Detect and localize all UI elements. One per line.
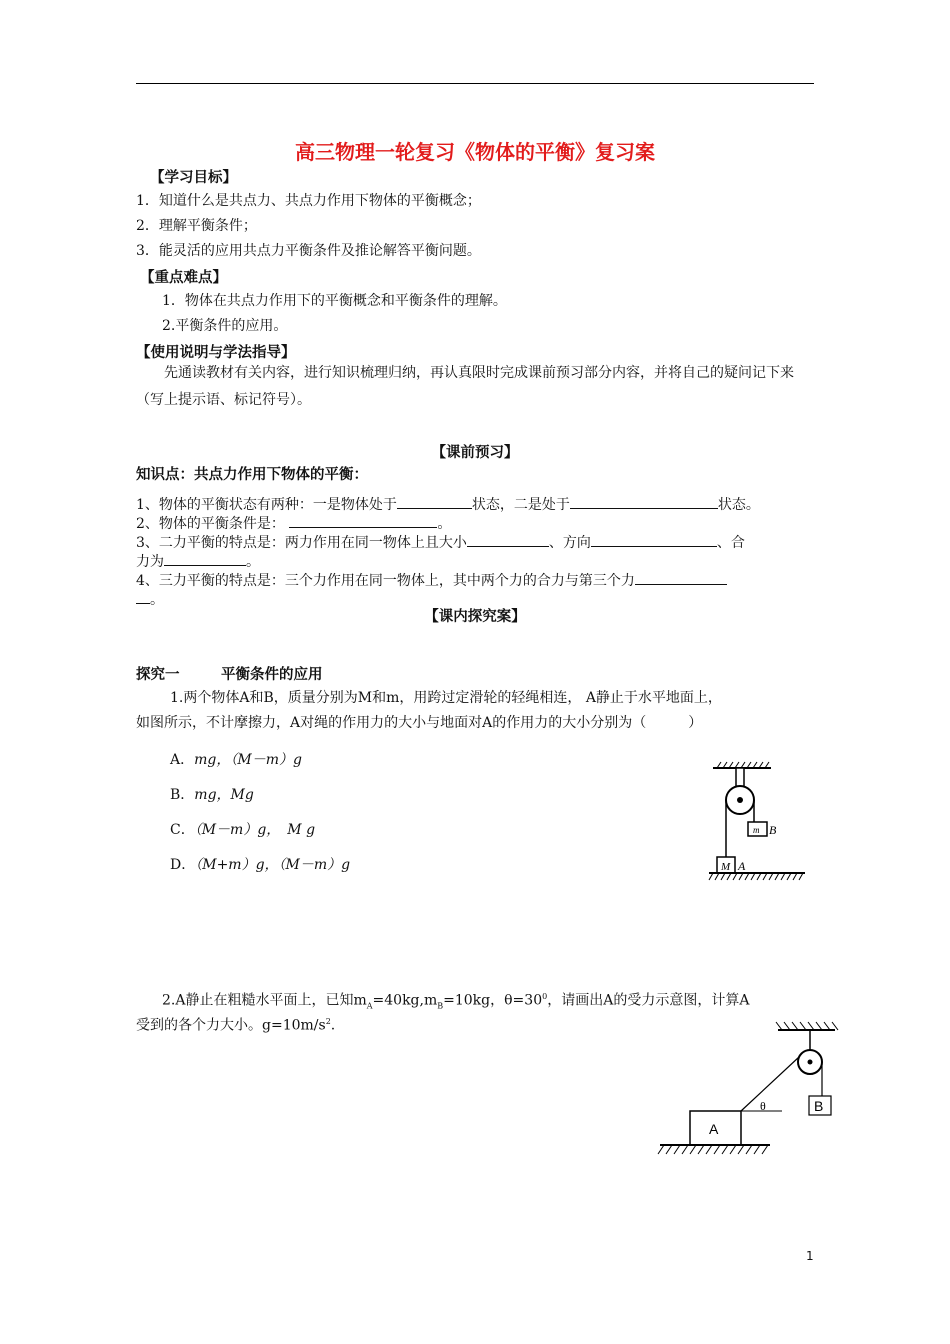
preview-question-4-cont: 。 — [136, 589, 164, 609]
answer-blank[interactable] — [136, 589, 150, 604]
instructions-heading: 【使用说明与学法指导】 — [136, 345, 296, 361]
section-title: 平衡条件的应用 — [221, 667, 323, 683]
question-2-line-1: 2.A静止在粗糙水平面上，已知$m_A=40kg,m_B=10kg$，$\theta=30^0$，请画出A的受力示意图，计算A — [162, 992, 750, 1011]
preview-question-3-cont: 力为 。 — [136, 551, 260, 571]
preview-question-3: 3、二力平衡的特点是：两力作用在同一物体上且大小 、方向 、合 — [136, 532, 745, 552]
option-a[interactable]: A．mg，（M－m）g — [170, 752, 302, 768]
question-2-line-2: 受到的各个力大小。$g=10m/s^2$. — [136, 1017, 336, 1034]
fig1-label-B: B — [769, 823, 777, 837]
answer-blank[interactable] — [289, 513, 437, 528]
option-c[interactable]: C．（M－m）g， M g — [170, 822, 316, 838]
section-label: 探究一 — [136, 667, 180, 683]
fig2-label-B: B — [814, 1098, 824, 1114]
fig2-label-A: A — [709, 1121, 719, 1137]
preview-question-4: 4、三力平衡的特点是：三个力作用在同一物体上，其中两个力的合力与第三个力 — [136, 570, 727, 590]
header-rule — [136, 83, 814, 84]
pulley-figure-2 — [650, 1020, 840, 1165]
pulley-figure-1 — [705, 762, 815, 887]
fig2-label-theta: θ — [760, 1099, 766, 1113]
answer-blank[interactable] — [591, 532, 717, 547]
answer-blank[interactable] — [467, 532, 549, 547]
key-points-heading: 【重点难点】 — [140, 270, 227, 286]
objective-item: 1．知道什么是共点力、共点力作用下物体的平衡概念； — [136, 193, 481, 209]
objectives-heading: 【学习目标】 — [150, 170, 237, 186]
fig1-label-M: M — [721, 861, 731, 873]
key-point-item: 1．物体在共点力作用下的平衡概念和平衡条件的理解。 — [162, 293, 507, 309]
question-1-line-1: 1.两个物体A和B，质量分别为M和m，用跨过定滑轮的轻绳相连， A静止于水平地面上， — [170, 690, 722, 706]
knowledge-heading: 知识点：共点力作用下物体的平衡： — [136, 467, 368, 483]
answer-blank[interactable] — [635, 570, 727, 585]
preview-question-2: 2、物体的平衡条件是： 。 — [136, 513, 451, 533]
answer-blank[interactable] — [164, 551, 246, 566]
option-b[interactable]: B．mg，Mg — [170, 787, 254, 803]
page-title: 高三物理一轮复习《物体的平衡》复习案 — [295, 140, 655, 164]
fig1-label-m: m — [753, 825, 760, 835]
instructions-text: 先通读教材有关内容，进行知识梳理归纳，再认真限时完成课前预习部分内容，并将自己的疑问记下来（写上提示语、标记符号）。 — [136, 365, 794, 408]
option-d[interactable]: D．（M+m）g，（M－m）g — [170, 857, 351, 873]
objective-item: 2．理解平衡条件； — [136, 218, 257, 234]
fig1-label-A: A — [738, 859, 746, 873]
key-point-item: 2.平衡条件的应用。 — [162, 318, 288, 334]
preview-heading: 【课前预习】 — [431, 445, 519, 461]
page-number: 1 — [806, 1249, 814, 1263]
preview-question-1: 1、物体的平衡状态有两种：一是物体处于 状态，二是处于 状态。 — [136, 494, 760, 514]
question-1-line-2: 如图所示，不计摩擦力，A对绳的作用力的大小与地面对A的作用力的大小分别为（ ） — [136, 715, 703, 731]
objective-item: 3．能灵活的应用共点力平衡条件及推论解答平衡问题。 — [136, 243, 481, 259]
answer-blank[interactable] — [397, 494, 472, 509]
answer-blank[interactable] — [570, 494, 718, 509]
explore-heading: 【课内探究案】 — [424, 609, 526, 625]
